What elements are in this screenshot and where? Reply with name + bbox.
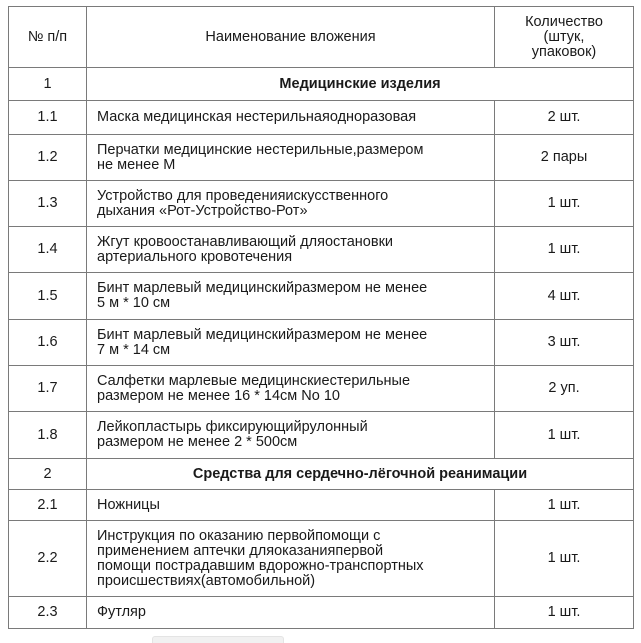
- section-row: [9, 68, 634, 101]
- item-name-line: Бинт марлевый медицинскийразмером не менее: [97, 280, 428, 296]
- item-name-line: Салфетки марлевые медицинскиестерильные: [97, 372, 411, 389]
- table-row: [9, 101, 634, 135]
- item-name: [87, 412, 495, 459]
- item-number: 2.1: [9, 490, 87, 521]
- item-name-line: 7 м * 14 см: [97, 341, 171, 358]
- item-quantity: 3 шт.: [495, 320, 634, 366]
- item-name: [87, 181, 495, 227]
- header-quantity-line: (штук,: [543, 28, 585, 45]
- item-name-line: размером не менее 2 * 500см: [97, 434, 298, 450]
- item-quantity: 1 шт.: [495, 412, 634, 459]
- item-number: 1.5: [9, 273, 87, 320]
- item-number: 1.6: [9, 320, 87, 366]
- section-number: 1: [9, 68, 87, 101]
- item-number: 2.3: [9, 597, 87, 629]
- item-name-line: Лейкопластырь фиксирующийрулонный: [97, 419, 368, 435]
- section-title: Средства для сердечно-лёгочной реанимации: [87, 459, 634, 490]
- table-row: [9, 412, 634, 459]
- section-title: Медицинские изделия: [87, 68, 634, 101]
- table-row: [9, 597, 634, 629]
- header-quantity-line: упаковок): [531, 43, 597, 60]
- table-row: [9, 521, 634, 597]
- item-name-line: Перчатки медицинские нестерильные,размером: [97, 141, 424, 158]
- table-body: [9, 68, 634, 629]
- header-row: [9, 7, 634, 68]
- item-name: [87, 273, 495, 320]
- item-number: 1.8: [9, 412, 87, 459]
- item-name-line: Инструкция по оказанию первойпомощи с: [97, 527, 381, 544]
- item-name: [87, 101, 495, 135]
- item-quantity: 4 шт.: [495, 273, 634, 320]
- item-name: [87, 320, 495, 366]
- item-name-line: помощи пострадавшим вдорожно-транспортных: [97, 557, 424, 574]
- item-name-line: 5 м * 10 см: [97, 295, 171, 311]
- item-quantity: 2 уп.: [495, 366, 634, 412]
- item-number: 2.2: [9, 521, 87, 597]
- item-quantity: 1 шт.: [495, 521, 634, 597]
- item-name-line: не менее М: [97, 156, 176, 173]
- item-name-line: Устройство для проведенияискусственного: [97, 187, 389, 204]
- item-name-line: Жгут кровоостанавливающий дляостановки: [97, 233, 394, 250]
- section-row: [9, 459, 634, 490]
- table-row: [9, 366, 634, 412]
- first-aid-kit-table: [8, 6, 634, 629]
- item-quantity: 2 шт.: [495, 101, 634, 135]
- header-quantity-line: Количество: [525, 13, 603, 30]
- item-name: [87, 366, 495, 412]
- item-number: 1.4: [9, 227, 87, 273]
- item-quantity: 1 шт.: [495, 227, 634, 273]
- item-name: [87, 135, 495, 181]
- item-number: 1.1: [9, 101, 87, 135]
- table-row: [9, 181, 634, 227]
- header-number: № п/п: [9, 7, 87, 68]
- item-name: [87, 597, 495, 629]
- item-name-line: размером не менее 16 * 14см No 10: [97, 387, 340, 404]
- item-name: [87, 521, 495, 597]
- table-row: [9, 320, 634, 366]
- table-row: [9, 135, 634, 181]
- item-name-line: Маска медицинская нестерильнаяодноразовая: [97, 109, 417, 125]
- item-name-line: дыхания «Рот-Устройство-Рот»: [97, 202, 308, 219]
- item-number: 1.7: [9, 366, 87, 412]
- table-row: [9, 227, 634, 273]
- item-name: [87, 490, 495, 521]
- item-name-line: происшествиях(автомобильной): [97, 572, 316, 589]
- table-row: [9, 490, 634, 521]
- item-name-line: применением аптечки дляоказанияпервой: [97, 542, 384, 559]
- item-name-line: Ножницы: [97, 496, 160, 513]
- item-quantity: 2 пары: [495, 135, 634, 181]
- header-quantity: [495, 7, 634, 68]
- item-number: 1.3: [9, 181, 87, 227]
- item-name-line: артериального кровотечения: [97, 248, 293, 265]
- item-quantity: 1 шт.: [495, 181, 634, 227]
- item-quantity: 1 шт.: [495, 490, 634, 521]
- item-name: [87, 227, 495, 273]
- header-item-name: Наименование вложения: [87, 7, 495, 68]
- item-name-line: Бинт марлевый медицинскийразмером не менее: [97, 326, 428, 343]
- item-number: 1.2: [9, 135, 87, 181]
- item-quantity: 1 шт.: [495, 597, 634, 629]
- item-name-line: Футляр: [97, 604, 146, 620]
- section-number: 2: [9, 459, 87, 490]
- table-row: [9, 273, 634, 320]
